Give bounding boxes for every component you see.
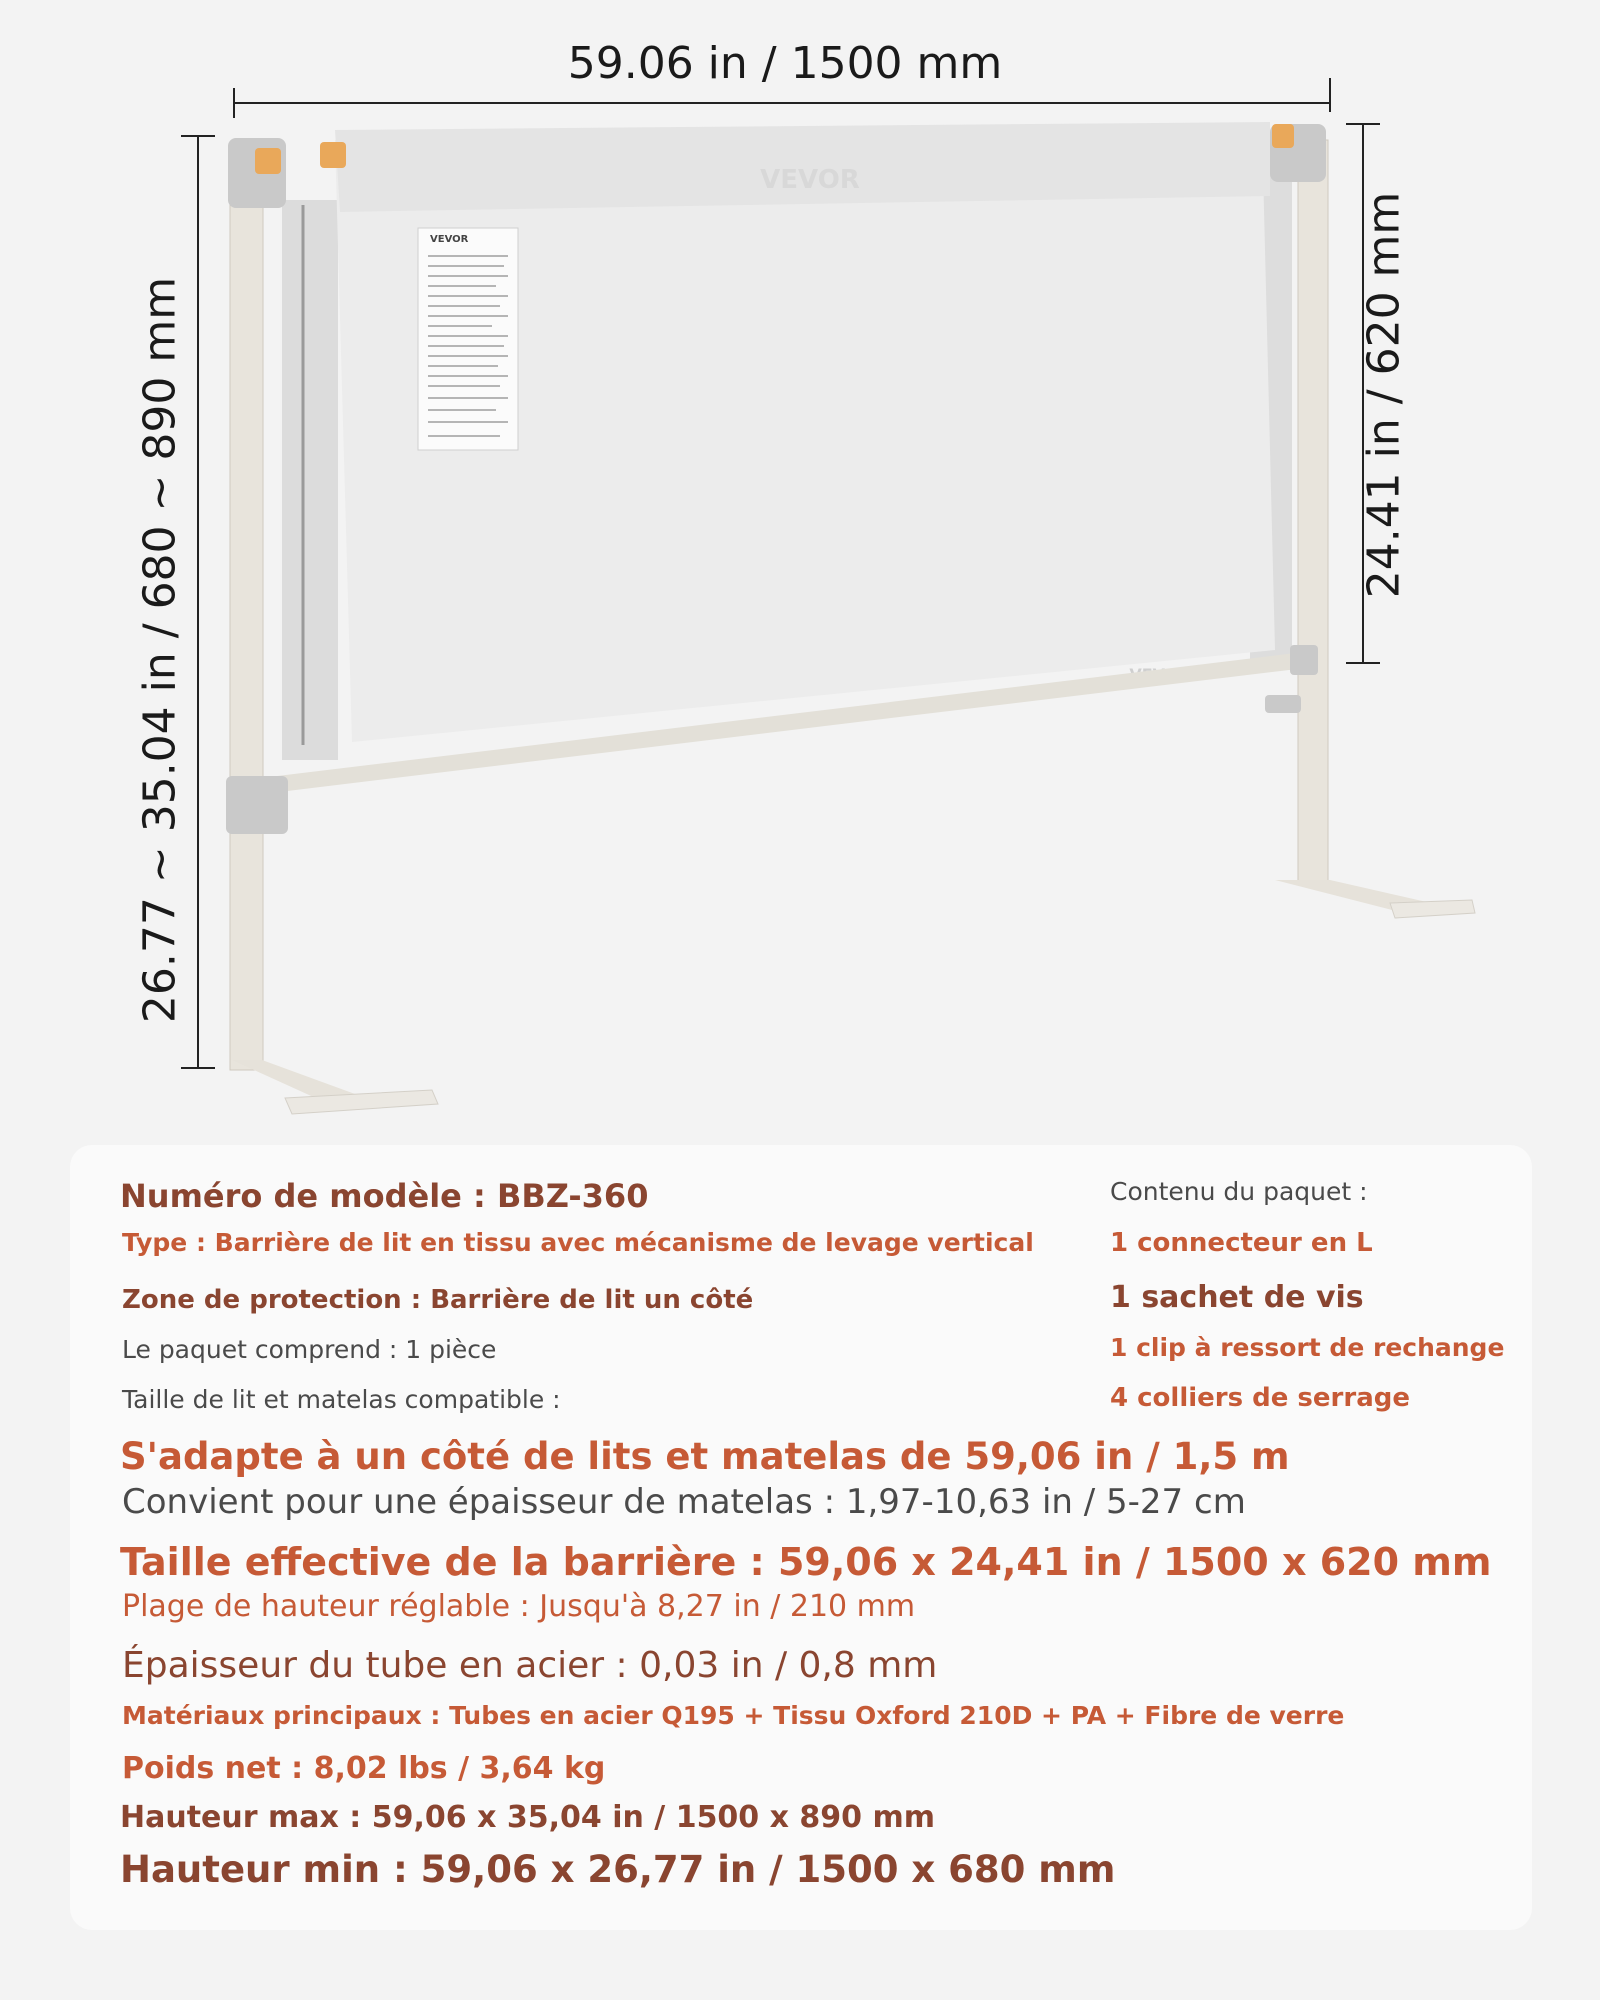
- effective-size: Taille effective de la barrière : 59,06 x 24,41 in / 1500 x 620 mm: [120, 1540, 1492, 1584]
- net-weight: Poids net : 8,02 lbs / 3,64 kg: [122, 1751, 606, 1786]
- right-upright: [1275, 140, 1475, 918]
- specifications-panel: [70, 1145, 1532, 1930]
- warning-label: [418, 228, 518, 450]
- left-release-clip: [255, 148, 281, 174]
- fabric-height-dimension-line: [1346, 124, 1380, 663]
- right-release-clip: [1272, 124, 1294, 148]
- height-range-dimension-line: [181, 136, 215, 1068]
- mattress-thickness: Convient pour une épaisseur de matelas : 1,97-10,63 in / 5-27 cm: [122, 1482, 1246, 1522]
- fits-bed-size: S'adapte à un côté de lits et matelas de 59,06 in / 1,5 m: [120, 1435, 1290, 1478]
- package-count: Le paquet comprend : 1 pièce: [122, 1335, 497, 1364]
- package-item: 1 connecteur en L: [1110, 1228, 1373, 1258]
- side-mesh-left: [282, 200, 338, 760]
- package-item: 4 colliers de serrage: [1110, 1383, 1410, 1413]
- right-foot-plate: [1390, 900, 1475, 918]
- adjustable-height-range: Plage de hauteur réglable : Jusqu'à 8,27 in / 210 mm: [122, 1589, 916, 1624]
- tube-thickness: Épaisseur du tube en acier : 0,03 in / 0,8 mm: [122, 1645, 938, 1686]
- fabric-height-dimension-label: 24.41 in / 620 mm: [1358, 191, 1410, 599]
- compatible-size-heading: Taille de lit et matelas compatible :: [122, 1385, 561, 1414]
- width-dimension-line: [234, 78, 1330, 118]
- model-number: Numéro de modèle : BBZ-360: [120, 1177, 649, 1215]
- package-item: 1 clip à ressort de rechange: [1110, 1333, 1505, 1362]
- protection-zone: Zone de protection : Barrière de lit un côté: [122, 1285, 754, 1315]
- max-height: Hauteur max : 59,06 x 35,04 in / 1500 x 890 mm: [120, 1800, 936, 1835]
- min-height: Hauteur min : 59,06 x 26,77 in / 1500 x 680 mm: [120, 1848, 1116, 1891]
- main-materials: Matériaux principaux : Tubes en acier Q195 + Tissu Oxford 210D + PA + Fibre de verre: [122, 1701, 1345, 1730]
- width-dimension-label: 59.06 in / 1500 mm: [567, 38, 1003, 89]
- product-type: Type : Barrière de lit en tissu avec mécanisme de levage vertical: [122, 1228, 1034, 1257]
- package-contents-title: Contenu du paquet :: [1110, 1177, 1368, 1206]
- package-item: 1 sachet de vis: [1110, 1280, 1364, 1315]
- svg-text:VEVOR: VEVOR: [430, 234, 469, 245]
- brand-logo: VEVOR: [760, 165, 860, 195]
- height-range-dimension-label: 26.77 ~ 35.04 in / 680 ~ 890 mm: [134, 276, 186, 1024]
